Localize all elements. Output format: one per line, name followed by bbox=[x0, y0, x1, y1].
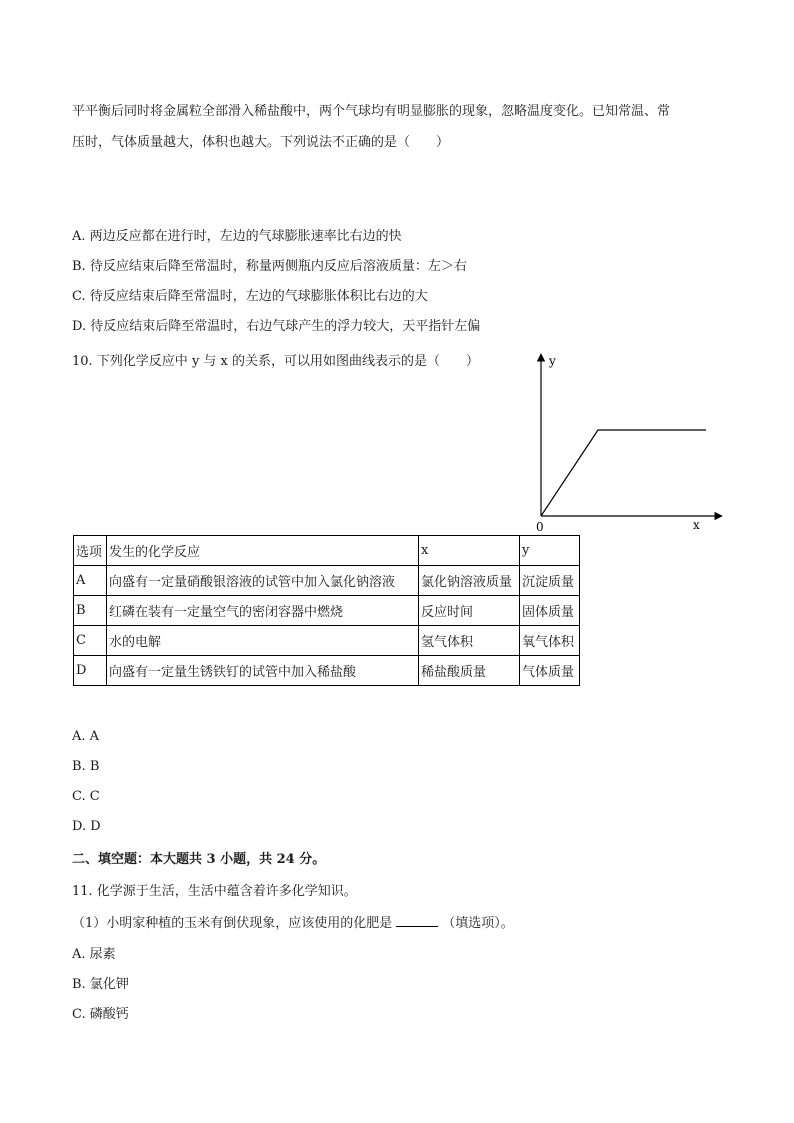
answer-blank[interactable] bbox=[396, 914, 438, 927]
table-header-cell: 发生的化学反应 bbox=[107, 536, 419, 566]
table-row bbox=[74, 656, 580, 686]
origin-label: 0 bbox=[536, 520, 544, 534]
table-cell: 反应时间 bbox=[419, 596, 520, 626]
table-header-cell: 选项 bbox=[74, 536, 107, 566]
q10-table bbox=[73, 535, 580, 686]
table-header-cell: x bbox=[419, 536, 520, 566]
q9-option-a: A. 两边反应都在进行时，左边的气球膨胀速率比右边的快 bbox=[72, 229, 402, 244]
q10-choice-d: D. D bbox=[72, 819, 101, 834]
table-cell: 稀盐酸质量 bbox=[419, 656, 520, 686]
q11-option-b: B. 氯化钾 bbox=[72, 977, 129, 992]
q9-option-c: C. 待反应结束后降至常温时，左边的气球膨胀体积比右边的大 bbox=[72, 289, 428, 304]
intro-line-2: 压时，气体质量越大，体积也越大。下列说法不正确的是（ ） bbox=[72, 135, 450, 150]
q9-option-d: D. 待反应结束后降至常温时，右边气球产生的浮力较大，天平指针左偏 bbox=[72, 319, 481, 334]
section-heading: 二、填空题：本大题共 3 小题，共 24 分。 bbox=[72, 852, 326, 867]
q11-part1-text: （1）小明家种植的玉米有倒伏现象，应该使用的化肥是 bbox=[72, 916, 393, 931]
table-row bbox=[74, 626, 580, 656]
table-cell: A bbox=[74, 566, 107, 596]
x-axis-label: x bbox=[693, 518, 700, 532]
table-cell: 向盛有一定量硝酸银溶液的试管中加入氯化钠溶液 bbox=[107, 566, 419, 596]
table-row bbox=[74, 566, 580, 596]
table-cell: C bbox=[74, 626, 107, 656]
table-header-row bbox=[74, 536, 580, 566]
q10-choice-c: C. C bbox=[72, 789, 100, 804]
table-cell: 氢气体积 bbox=[419, 626, 520, 656]
y-axis-label: y bbox=[549, 354, 556, 368]
table-row bbox=[74, 596, 580, 626]
table-cell: 沉淀质量 bbox=[520, 566, 580, 596]
q10-stem: 10. 下列化学反应中 y 与 x 的关系，可以用如图曲线表示的是（ ） bbox=[72, 354, 480, 369]
q9-options bbox=[72, 222, 722, 342]
graph-curve bbox=[541, 430, 706, 516]
q11-option-a: A. 尿素 bbox=[72, 947, 116, 962]
q10-graph bbox=[520, 348, 730, 538]
table-cell: B bbox=[74, 596, 107, 626]
q11-options bbox=[72, 940, 722, 1030]
intro-line-1: 平平衡后同时将金属粒全部滑入稀盐酸中，两个气球均有明显膨胀的现象，忽略温度变化。已知常温、常 bbox=[72, 104, 671, 119]
table-cell: 固体质量 bbox=[520, 596, 580, 626]
table-cell: 气体质量 bbox=[520, 656, 580, 686]
table-cell: 红磷在装有一定量空气的密闭容器中燃烧 bbox=[107, 596, 419, 626]
q10-choices bbox=[72, 722, 722, 842]
table-cell: 向盛有一定量生锈铁钉的试管中加入稀盐酸 bbox=[107, 656, 419, 686]
table-header-cell: y bbox=[520, 536, 580, 566]
q11-part1 bbox=[72, 914, 514, 933]
table-cell: 氯化钠溶液质量 bbox=[419, 566, 520, 596]
table-cell: 氧气体积 bbox=[520, 626, 580, 656]
q9-option-b: B. 待反应结束后降至常温时，称量两侧瓶内反应后溶液质量：左＞右 bbox=[72, 259, 467, 274]
q11-part1-suffix: （填选项）。 bbox=[442, 916, 514, 931]
q10-choice-b: B. B bbox=[72, 759, 100, 774]
table-cell: D bbox=[74, 656, 107, 686]
q11-option-c: C. 磷酸钙 bbox=[72, 1007, 129, 1022]
q10-choice-a: A. A bbox=[72, 729, 100, 744]
q11-stem: 11. 化学源于生活，生活中蕴含着许多化学知识。 bbox=[72, 884, 357, 899]
table-cell: 水的电解 bbox=[107, 626, 419, 656]
